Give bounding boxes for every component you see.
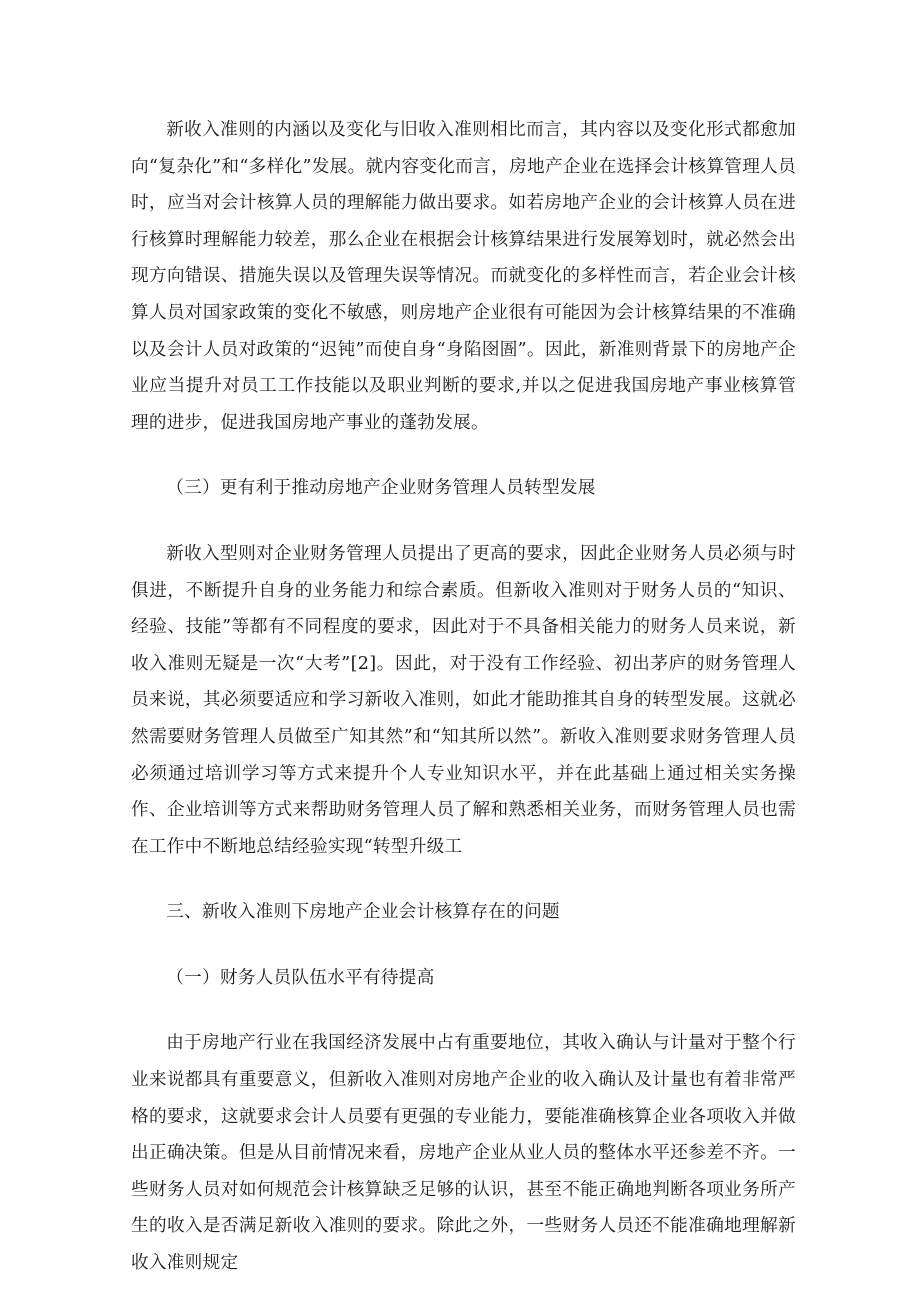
paragraph-revenue-standard-changes: 新收入准则的内涵以及变化与旧收入准则相比而言，其内容以及变化形式都愈加向“复杂化”和“多样化”发展。就内容变化而言，房地产企业在选择会计核算管理人员时，应当对会计核算人员的理解能力做出要求。如若房地产企业的会计核算人员在进行核算时理解能力较差，那么企业在根据会计核算结果进行发展筹划时，就必然会出现方向错误、措施失误以及管理失误等情况。而就变化的多样性而言，若企业会计核算人员对国家政策的变化不敏感，则房地产企业很有可能因为会计核算结果的不准确以及会计人员对政策的“迟钝”而使自身“身陷囹圄”。因此，新准则背景下的房地产企业应当提升对员工工作技能以及职业判断的要求,并以之促进我国房地产事业核算管理的进步，促进我国房地产事业的蓬勃发展。 xyxy=(131,120,796,433)
subheading-staff-level: （一）财务人员队伍水平有待提高 xyxy=(166,967,435,988)
subheading-finance-staff-transformation: （三）更有利于推动房地产企业财务管理人员转型发展 xyxy=(166,478,596,499)
paragraph-finance-staff-requirements: 新收入型则对企业财务管理人员提出了更高的要求，因此企业财务人员必须与时俱进，不断提升自身的业务能力和综合素质。但新收入准则对于财务人员的“知识、经验、技能”等都有不同程度的要求，因此对于不具备相关能力的财务人员来说，新收入准则无疑是一次“大考”[2]。因此，对于没有工作经验、初出茅庐的财务管理人员来说，其必须要适应和学习新收入准则，如此才能助推其自身的转型发展。这就必然需要财务管理人员做至广知其然”和“知其所以然”。新收入准则要求财务管理人员必须通过培训学习等方式来提升个人专业知识水平，并在此基础上通过相关实务操作、企业培训等方式来帮助财务管理人员了解和熟悉相关业务，而财务管理人员也需在工作中不断地总结经验实现“转型升级工 xyxy=(131,543,796,857)
document-body xyxy=(131,112,796,1282)
section-heading-accounting-problems: 三、新收入准则下房地产企业会计核算存在的问题 xyxy=(166,902,560,923)
paragraph-staff-level-details: 由于房地产行业在我国经济发展中占有重要地位，其收入确认与计量对于整个行业来说都具有重要意义，但新收入准则对房地产企业的收入确认及计量也有着非常严格的要求，这就要求会计人员要有更强的专业能力，要能准确核算企业各项收入并做出正确决策。但是从目前情况来看，房地产企业从业人员的整体水平还参差不齐。一些财务人员对如何规范会计核算缺乏足够的认识，甚至不能正确地判断各项业务所产生的收入是否满足新收入准则的要求。除此之外，一些财务人员还不能准确地理解新收入准则规定 xyxy=(131,1033,796,1274)
